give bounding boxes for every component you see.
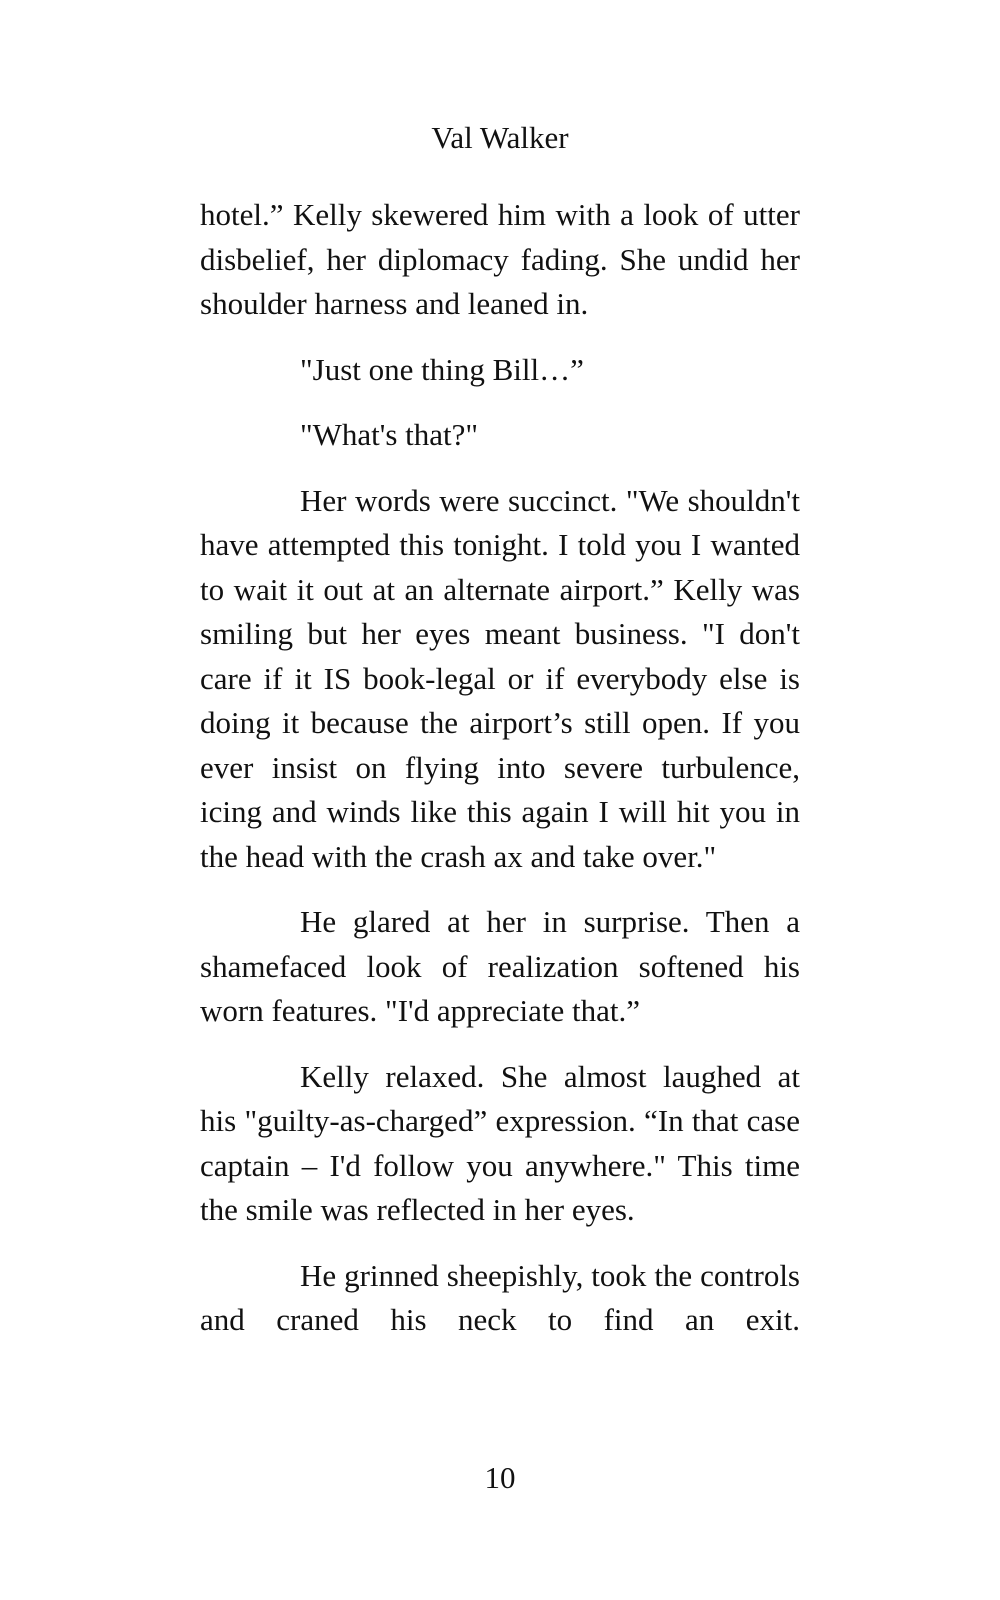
page-body <box>200 193 800 1364</box>
running-header <box>0 118 1000 158</box>
paragraph-7: He grinned sheepishly, took the controls and craned his neck to find an exit. <box>200 1257 800 1337</box>
paragraph-2: "Just one thing Bill…” <box>300 351 584 387</box>
page-footer <box>0 1458 1000 1498</box>
paragraph-1: hotel.” Kelly skewered him with a look of utter disbelief, her diplomacy fading. She undid her shoulder harness and leaned in. <box>200 197 800 321</box>
paragraph-6: Kelly relaxed. She almost laughed at his "guilty-as-charged” expression. “In that case captain – I'd follow you anywhere." This time the smile was reflected in her eyes. <box>200 1058 800 1227</box>
author-name: Val Walker <box>431 120 569 155</box>
page-number: 10 <box>484 1460 516 1495</box>
paragraph-4: Her words were succinct. "We shouldn't have attempted this tonight. I told you I wanted to wait it out at an alternate airport.” Kelly was smiling but her eyes meant business. "I don't care if it IS book-legal or if everybody else is doing it because the airport’s still open. If you ever insist on flying into severe turbulence, icing and winds like this again I will hit you in the head with the crash ax and take over." <box>200 482 800 874</box>
paragraph-5: He glared at her in surprise. Then a shamefaced look of realization softened his worn features. "I'd appreciate that.” <box>200 904 800 1028</box>
paragraph-3: "What's that?" <box>300 417 479 452</box>
